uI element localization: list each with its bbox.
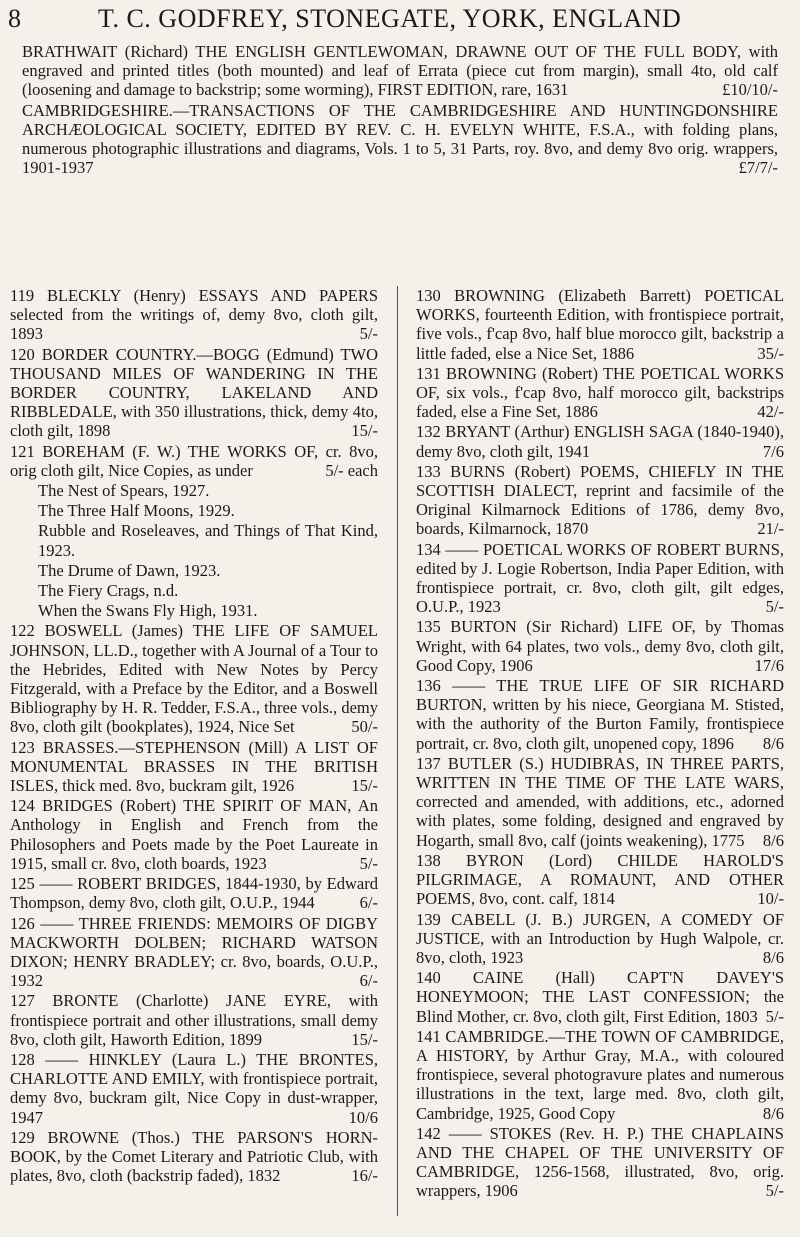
catalogue-entry bbox=[10, 621, 378, 736]
catalogue-entry bbox=[22, 101, 778, 177]
entry-text: 130 BROWNING (Elizabeth Barrett) POETICAL WORKS, fourteenth Edition, with frontispiece portrait, five vols., f'cap 8vo, half blue morocco gilt, backstrip a little faded, else a Nice Set, 1886 bbox=[416, 286, 784, 363]
right-column bbox=[416, 286, 784, 1202]
entry-text: 122 BOSWELL (James) THE LIFE OF SAMUEL JOHNSON, LL.D., together with A Journal of a Tour to the Hebrides, Edited with New Notes by Percy Fitzgerald, with a Preface by the Editor, and a Boswell Bibliography by H. R. Tedder, F.S.A., three vols., demy 8vo, cloth gilt (bookplates), 1924, Nice Set bbox=[10, 621, 378, 737]
entry-text: 133 BURNS (Robert) POEMS, CHIEFLY IN THE SCOTTISH DIALECT, reprint and facsimile of the Original Kilmarnock Editions of 1786, demy 8vo, boards, Kilmarnock, 1870 bbox=[416, 461, 784, 539]
entry-price: 8/6 bbox=[762, 830, 784, 850]
entry-price: 10/6 bbox=[348, 1107, 378, 1127]
sub-entry bbox=[10, 521, 378, 559]
entry-text: 127 BRONTE (Charlotte) JANE EYRE, with frontispiece portrait and other illustrations, small demy 8vo, cloth gilt, Haworth Edition, 1899 bbox=[10, 991, 378, 1049]
entry-text: The Drume of Dawn, 1923. bbox=[38, 560, 221, 580]
entry-text: 139 CABELL (J. B.) JURGEN, A COMEDY OF JUSTICE, with an Introduction by Hugh Walpole, cr. 8vo, cloth, 1923 bbox=[416, 909, 784, 967]
entry-text: 138 BYRON (Lord) CHILDE HAROLD'S PILGRIMAGE, A ROMAUNT, AND OTHER POEMS, 8vo, cont. calf, 1814 bbox=[416, 850, 784, 909]
entry-text: 132 BRYANT (Arthur) ENGLISH SAGA (1840-1940), demy 8vo, cloth gilt, 1941 bbox=[416, 422, 784, 461]
entry-text: 129 BROWNE (Thos.) THE PARSON'S HORN-BOOK, by the Comet Literary and Patriotic Club, with plates, 8vo, cloth (backstrip faded), 1832 bbox=[10, 1127, 378, 1186]
catalogue-entry bbox=[10, 991, 378, 1049]
entry-price: 10/- bbox=[757, 889, 784, 909]
entry-text: 125 —— ROBERT BRIDGES, 1844-1930, by Edward Thompson, demy 8vo, cloth gilt, O.U.P., 1944 bbox=[10, 874, 378, 913]
page-header bbox=[0, 4, 800, 34]
entry-text: 140 CAINE (Hall) CAPT'N DAVEY'S HONEYMOON; THE LAST CONFESSION; the Blind Mother, cr. 8vo, cloth gilt, First Edition, 1803 bbox=[416, 968, 784, 1026]
entry-text: The Nest of Spears, 1927. bbox=[38, 481, 210, 501]
entry-price: 5/- bbox=[765, 1006, 784, 1026]
catalogue-entry bbox=[416, 540, 784, 617]
sub-entry bbox=[10, 561, 378, 580]
entry-price: 16/- bbox=[351, 1166, 378, 1186]
entry-price: 7/6 bbox=[762, 441, 784, 461]
catalogue-entry bbox=[10, 738, 378, 796]
catalogue-entry bbox=[416, 1027, 784, 1123]
entry-price: 5/- bbox=[765, 597, 784, 617]
top-entries bbox=[22, 42, 778, 179]
page-title: T. C. GODFREY, STONEGATE, YORK, ENGLAND bbox=[98, 4, 682, 33]
entry-text: 124 BRIDGES (Robert) THE SPIRIT OF MAN, An Anthology in English and French from the Philosophers and Poets made by the Poet Laureate in 1915, small cr. 8vo, cloth boards, 1923 bbox=[10, 796, 378, 873]
catalogue-entry bbox=[416, 364, 784, 422]
entry-price: 5/- bbox=[765, 1181, 784, 1201]
catalogue-entry bbox=[416, 910, 784, 968]
entry-text: The Fiery Crags, n.d. bbox=[38, 581, 179, 601]
entry-text: Rubble and Roseleaves, and Things of That Kind, 1923. bbox=[38, 521, 378, 560]
catalogue-entry bbox=[416, 617, 784, 675]
entry-price: £7/7/- bbox=[738, 158, 778, 177]
entry-price: 21/- bbox=[757, 519, 784, 539]
catalogue-entry bbox=[10, 345, 378, 441]
entry-text: 135 BURTON (Sir Richard) LIFE OF, by Thomas Wright, with 64 plates, two vols., demy 8vo, cloth gilt, Good Copy, 1906 bbox=[416, 617, 784, 675]
catalogue-entry bbox=[10, 286, 378, 344]
entry-text: 141 CAMBRIDGE.—THE TOWN OF CAMBRIDGE, A HISTORY, by Arthur Gray, M.A., with coloured frontispiece, several photogravure plates and numerous illustrations in the text, large med. 8vo, cloth gilt, Cambridge, 1925, Good Copy bbox=[416, 1026, 784, 1123]
column-divider bbox=[397, 286, 398, 1216]
entry-text: BRATHWAIT (Richard) THE ENGLISH GENTLEWOMAN, DRAWNE OUT OF THE FULL BODY, with engraved and printed titles (both mounted) and leaf of Errata (piece cut from margin), small 4to, old calf (loosening and damage to backstrip; some worming), FIRST EDITION, rare, 1631 bbox=[22, 42, 778, 99]
catalogue-entry bbox=[10, 442, 378, 480]
catalogue-entry bbox=[22, 42, 778, 99]
catalogue-entry bbox=[416, 1124, 784, 1201]
entry-price: 50/- bbox=[351, 717, 378, 737]
entry-text: 131 BROWNING (Robert) THE POETICAL WORKS OF, six vols., f'cap 8vo, half morocco gilt, backstrips faded, else a Fine Set, 1886 bbox=[416, 363, 784, 422]
entry-price: 15/- bbox=[351, 776, 378, 796]
entry-price: 8/6 bbox=[762, 1103, 784, 1123]
entry-text: The Three Half Moons, 1929. bbox=[38, 501, 235, 521]
entry-text: 126 —— THREE FRIENDS: MEMOIRS OF DIGBY MACKWORTH DOLBEN; RICHARD WATSON DIXON; HENRY BRADLEY; cr. 8vo, boards, O.U.P., 1932 bbox=[10, 913, 378, 991]
catalogue-entry bbox=[416, 462, 784, 539]
entry-text: 134 —— POETICAL WORKS OF ROBERT BURNS, edited by J. Logie Robertson, India Paper Edition, with frontispiece portrait, cr. 8vo, cloth gilt, gilt edges, O.U.P., 1923 bbox=[416, 539, 784, 617]
sub-entry bbox=[10, 581, 378, 600]
entry-text: 128 —— HINKLEY (Laura L.) THE BRONTES, CHARLOTTE AND EMILY, with frontispiece portrait, demy 8vo, buckram gilt, Nice Copy in dust-wrapper, 1947 bbox=[10, 1049, 378, 1127]
entry-price: 5/- bbox=[359, 853, 378, 873]
catalogue-entry bbox=[10, 1128, 378, 1186]
sub-entry bbox=[10, 501, 378, 520]
entry-text: 142 —— STOKES (Rev. H. P.) THE CHAPLAINS AND THE CHAPEL OF THE UNIVERSITY OF CAMBRIDGE, 1256-1568, illustrated, 8vo, orig. wrappers, 1906 bbox=[416, 1123, 784, 1201]
entry-price: 6/- bbox=[359, 893, 378, 913]
entry-price: 15/- bbox=[351, 421, 378, 441]
entry-text: 121 BOREHAM (F. W.) THE WORKS OF, cr. 8vo, orig cloth gilt, Nice Copies, as under bbox=[10, 441, 378, 480]
catalogue-entry bbox=[10, 796, 378, 873]
catalogue-entry bbox=[10, 1050, 378, 1127]
page-number: 8 bbox=[8, 4, 22, 33]
left-column bbox=[10, 286, 378, 1186]
sub-entry bbox=[10, 601, 378, 620]
entry-price: £10/10/- bbox=[722, 80, 778, 99]
catalogue-entry bbox=[416, 851, 784, 909]
entry-price: 15/- bbox=[351, 1029, 378, 1049]
entry-text: 120 BORDER COUNTRY.—BOGG (Edmund) TWO THOUSAND MILES OF WANDERING IN THE BORDER COUNTRY, LAKELAND AND RIBBLEDALE, with 350 illustrations, thick, demy 4to, cloth gilt, 1898 bbox=[10, 344, 378, 441]
entry-price: 35/- bbox=[757, 343, 784, 363]
entry-text: 137 BUTLER (S.) HUDIBRAS, IN THREE PARTS, WRITTEN IN THE TIME OF THE LATE WARS, corrected and amended, with additions, etc., adorned with plates, some folding, designed and engraved by Hogarth, small 8vo, calf (joints weakening), 1775 bbox=[416, 753, 784, 850]
entry-price: 42/- bbox=[757, 402, 784, 422]
catalogue-entry bbox=[416, 968, 784, 1026]
catalogue-entry bbox=[416, 286, 784, 363]
entry-price: 5/- each bbox=[325, 460, 378, 480]
entry-text: When the Swans Fly High, 1931. bbox=[38, 601, 258, 621]
entry-text: 119 BLECKLY (Henry) ESSAYS AND PAPERS selected from the writings of, demy 8vo, cloth gilt, 1893 bbox=[10, 286, 378, 344]
entry-price: 6/- bbox=[359, 971, 378, 991]
catalogue-entry bbox=[416, 676, 784, 753]
entry-price: 17/6 bbox=[754, 655, 784, 675]
entry-price: 8/6 bbox=[762, 947, 784, 967]
catalogue-entry bbox=[10, 914, 378, 991]
entry-text: 136 —— THE TRUE LIFE OF SIR RICHARD BURTON, written by his niece, Georgiana M. Stisted, with the authority of the Burton Family, frontispiece portrait, cr. 8vo, cloth gilt, unopened copy, 1896 bbox=[416, 676, 784, 753]
catalogue-entry bbox=[10, 874, 378, 912]
entry-text: CAMBRIDGESHIRE.—TRANSACTIONS OF THE CAMBRIDGESHIRE AND HUNTINGDONSHIRE ARCHÆOLOGICAL SOCIETY, EDITED BY REV. C. H. EVELYN WHITE, F.S.A., with folding plans, numerous photographic illustrations and diagrams, Vols. 1 to 5, 31 Parts, roy. 8vo, and demy 8vo orig. wrappers, 1901-1937 bbox=[22, 101, 778, 177]
entry-text: 123 BRASSES.—STEPHENSON (Mill) A LIST OF MONUMENTAL BRASSES IN THE BRITISH ISLES, thick med. 8vo, buckram gilt, 1926 bbox=[10, 737, 378, 796]
sub-entry bbox=[10, 481, 378, 500]
catalogue-entry bbox=[416, 422, 784, 460]
entry-price: 8/6 bbox=[762, 733, 784, 753]
catalogue-entry bbox=[416, 754, 784, 850]
entry-price: 5/- bbox=[359, 324, 378, 344]
